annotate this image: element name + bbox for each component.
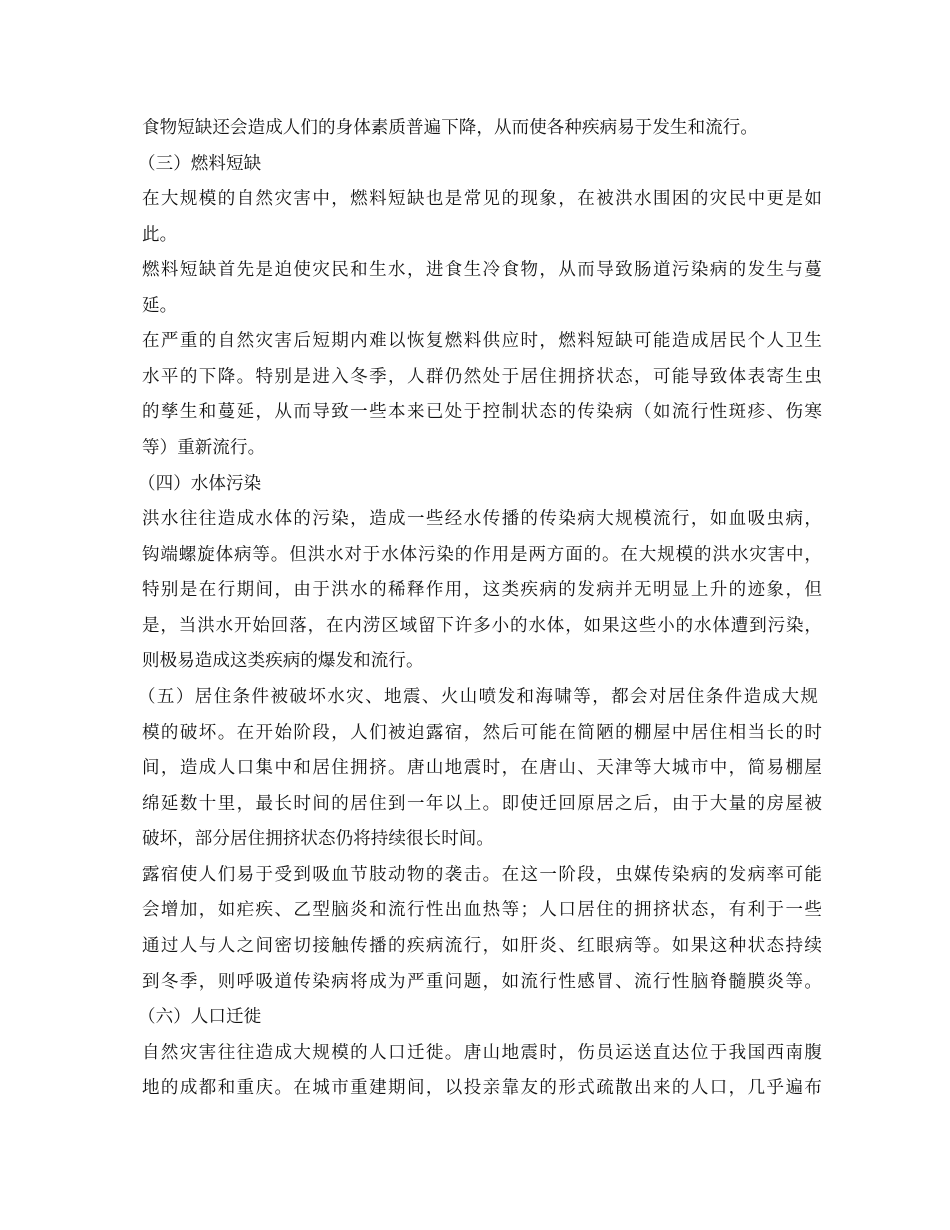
text-line: 在大规模的自然灾害中，燃料短缺也是常见的现象，在被洪水围困的灾民中更是如 — [142, 189, 822, 209]
text-line: 模的破坏。在开始阶段，人们被迫露宿，然后可能在简陋的棚屋中居住相当长的时 — [142, 723, 822, 743]
text-line: 食物短缺还会造成人们的身体素质普遍下降，从而使各种疾病易于发生和流行。 — [142, 118, 758, 138]
text-line: 到冬季，则呼吸道传染病将成为严重问题，如流行性感冒、流行性脑脊髓膜炎等。 — [142, 972, 822, 992]
section-heading: （五）居住条件被破坏水灾、地震、火山喷发和海啸等，都会对居住条件造成大规 — [138, 687, 818, 707]
text-line: 延。 — [142, 296, 178, 316]
text-line: 通过人与人之间密切接触传播的疾病流行，如肝炎、红眼病等。如果这种状态持续 — [142, 936, 822, 956]
text-line: 绵延数十里，最长时间的居住到一年以上。即使迁回原居之后，由于大量的房屋被 — [142, 794, 822, 814]
section-heading: （四）水体污染 — [138, 474, 262, 494]
text-line: 燃料短缺首先是迫使灾民和生水，进食生冷食物，从而导致肠道污染病的发生与蔓 — [142, 260, 822, 280]
text-line: 特别是在行期间，由于洪水的稀释作用，这类疾病的发病并无明显上升的迹象，但 — [142, 580, 822, 600]
text-line: 破坏，部分居住拥挤状态仍将持续很长时间。 — [142, 829, 494, 849]
text-line: 等）重新流行。 — [142, 438, 266, 458]
text-line: 自然灾害往往造成大规模的人口迁徙。唐山地震时，伤员运送直达位于我国西南腹 — [142, 1043, 822, 1063]
text-line: 会增加，如疟疾、乙型脑炎和流行性出血热等；人口居住的拥挤状态，有利于一些 — [142, 900, 822, 920]
text-line: 在严重的自然灾害后短期内难以恢复燃料供应时，燃料短缺可能造成居民个人卫生 — [142, 331, 822, 351]
text-line: 洪水往往造成水体的污染，造成一些经水传播的传染病大规模流行，如血吸虫病， — [142, 509, 822, 529]
section-heading: （六）人口迁徙 — [138, 1007, 262, 1027]
section-heading: （三）燃料短缺 — [138, 154, 262, 174]
text-line: 间，造成人口集中和居住拥挤。唐山地震时，在唐山、天津等大城市中，简易棚屋 — [142, 758, 822, 778]
text-line: 露宿使人们易于受到吸血节肢动物的袭击。在这一阶段，虫媒传染病的发病率可能 — [142, 865, 822, 885]
text-line: 地的成都和重庆。在城市重建期间，以投亲靠友的形式疏散出来的人口，几乎遍布 — [142, 1078, 822, 1098]
text-line: 是，当洪水开始回落，在内涝区域留下许多小的水体，如果这些小的水体遭到污染， — [142, 616, 822, 636]
text-line: 的孳生和蔓延，从而导致一些本来已处于控制状态的传染病（如流行性斑疹、伤寒 — [142, 402, 822, 422]
text-line: 此。 — [142, 225, 178, 245]
text-line: 钩端螺旋体病等。但洪水对于水体污染的作用是两方面的。在大规模的洪水灾害中， — [142, 545, 822, 565]
text-line: 则极易造成这类疾病的爆发和流行。 — [142, 651, 424, 671]
text-line: 水平的下降。特别是进入冬季，人群仍然处于居住拥挤状态，可能导致体表寄生虫 — [142, 367, 822, 387]
